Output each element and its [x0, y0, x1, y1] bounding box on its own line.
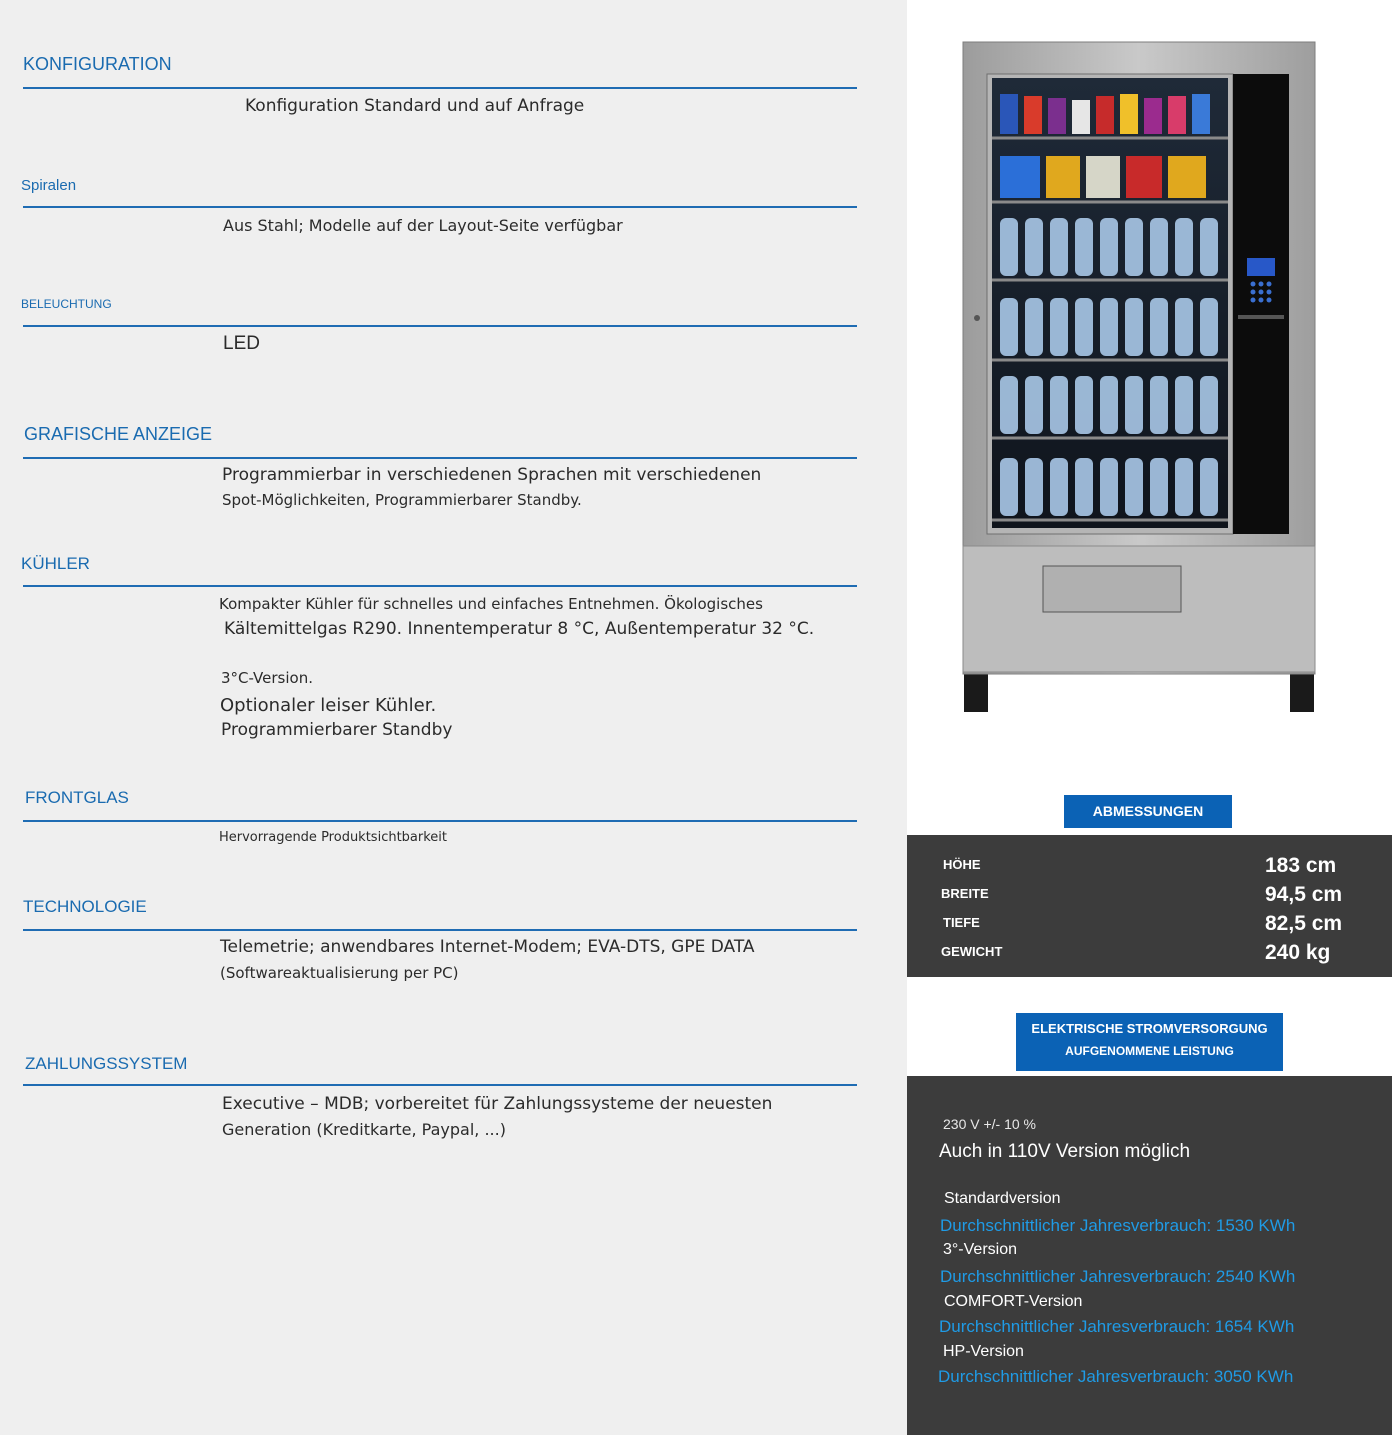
section-text: Programmierbarer Standby [221, 720, 453, 740]
section-title-konfiguration: KONFIGURATION [23, 54, 172, 74]
dimension-label: GEWICHT [941, 944, 1003, 959]
dimension-value: 82,5 cm [1265, 912, 1343, 935]
section-text: Generation (Kreditkarte, Paypal, ...) [222, 1120, 506, 1139]
section-title-beleuchtung: BELEUCHTUNG [21, 297, 112, 311]
dimension-value: 94,5 cm [1265, 883, 1343, 906]
dimensions-button[interactable]: ABMESSUNGEN [1064, 795, 1232, 828]
power-button[interactable] [1016, 1013, 1283, 1071]
dimension-label: HÖHE [943, 857, 981, 872]
section-title-spiralen: Spiralen [21, 177, 77, 194]
section-divider [23, 206, 857, 208]
section-title-grafische-anzeige: GRAFISCHE ANZEIGE [24, 424, 213, 444]
version-consumption: Durchschnittlicher Jahresverbrauch: 1530 KWh [940, 1216, 1296, 1235]
dimension-label: TIEFE [943, 915, 980, 930]
section-divider [23, 87, 857, 89]
version-consumption: Durchschnittlicher Jahresverbrauch: 1654 KWh [939, 1317, 1295, 1336]
dimension-value: 183 cm [1265, 854, 1337, 877]
dimensions-panel [907, 835, 1392, 977]
section-divider [23, 457, 857, 459]
voltage-text: 230 V +/- 10 % [943, 1116, 1037, 1132]
section-title-zahlungssystem: ZAHLUNGSSYSTEM [25, 1054, 188, 1073]
section-title-kuehler: KÜHLER [21, 554, 90, 573]
version-name: COMFORT-Version [944, 1293, 1083, 1310]
section-text: Spot-Möglichkeiten, Programmierbarer Standby. [222, 491, 582, 509]
section-text: LED [223, 333, 260, 354]
version-name: Standardversion [944, 1190, 1061, 1207]
power-button-line1: ELEKTRISCHE STROMVERSORGUNG [1031, 1021, 1268, 1036]
power-button-line2: AUFGENOMMENE LEISTUNG [1065, 1044, 1234, 1058]
section-text: Konfiguration Standard und auf Anfrage [245, 96, 585, 116]
version-consumption: Durchschnittlicher Jahresverbrauch: 3050 KWh [938, 1367, 1294, 1386]
section-divider [23, 325, 857, 327]
section-text: Programmierbar in verschiedenen Sprachen mit verschiedenen [222, 465, 762, 485]
section-text: Telemetrie; anwendbares Internet-Modem; EVA-DTS, GPE DATA [220, 937, 755, 957]
section-divider [23, 929, 857, 931]
version-name: HP-Version [943, 1343, 1024, 1360]
vending-machine-image [962, 40, 1316, 716]
dimension-value: 240 kg [1265, 941, 1331, 964]
section-divider [23, 820, 857, 822]
power-panel [907, 1076, 1392, 1435]
section-text: Executive – MDB; vorbereitet für Zahlungssysteme der neuesten [222, 1094, 773, 1114]
section-text: Kältemittelgas R290. Innentemperatur 8 °C, Außentemperatur 32 °C. [224, 619, 815, 639]
section-text: Aus Stahl; Modelle auf der Layout-Seite verfügbar [223, 216, 623, 235]
section-divider [23, 585, 857, 587]
section-text: Optionaler leiser Kühler. [220, 695, 437, 716]
version-name: 3°-Version [943, 1241, 1017, 1258]
section-title-frontglas: FRONTGLAS [25, 788, 129, 807]
section-text: Kompakter Kühler für schnelles und einfaches Entnehmen. Ökologisches [219, 595, 763, 613]
alt-voltage-text: Auch in 110V Version möglich [939, 1141, 1191, 1162]
section-title-technologie: TECHNOLOGIE [23, 897, 147, 916]
version-consumption: Durchschnittlicher Jahresverbrauch: 2540 KWh [940, 1267, 1296, 1286]
section-text: (Softwareaktualisierung per PC) [220, 964, 459, 982]
section-text: 3°C-Version. [221, 669, 313, 687]
dimension-label: BREITE [941, 886, 989, 901]
section-text: Hervorragende Produktsichtbarkeit [219, 830, 448, 845]
side-panel [907, 0, 1392, 1435]
section-divider [23, 1084, 857, 1086]
